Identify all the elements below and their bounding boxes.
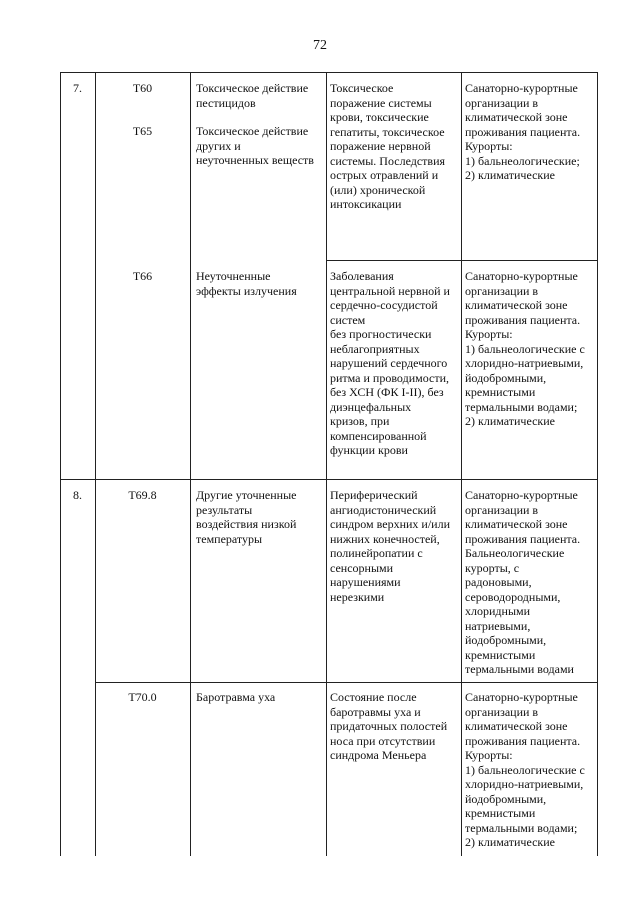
resort-text: Санаторно-курортные организации в климатической зоне проживания пациента. Курорты: 1) бальнеологические; 2) климатические: [465, 81, 581, 182]
table-border-left: [60, 72, 61, 856]
diagnosis-name: Другие уточненные результаты воздействия низкой температуры: [196, 488, 297, 546]
resort-text: Санаторно-курортные организации в климатической зоне проживания пациента. Курорты: 1) бальнеологические с хлоридно-натриевыми, йодобромными, кремнистыми термальными водами; 2) климатические: [465, 690, 585, 849]
row-number: 7.: [73, 81, 82, 95]
column-divider-indication: [461, 72, 462, 856]
diagnosis-name: Токсическое действие пестицидов: [196, 81, 309, 110]
row-divider-t698-t700: [95, 682, 598, 683]
icd-code: T60: [132, 81, 153, 95]
row-number: 8.: [73, 488, 82, 502]
icd-code: T70.0: [128, 690, 157, 704]
diagnosis-name: Неуточненные эффекты излучения: [196, 269, 297, 298]
indication-text: Состояние после баротравмы уха и придаточных полостей носа при отсутствии синдрома Меньера: [330, 690, 448, 762]
indication-text: Периферический ангиодистонический синдром верхних и/или нижних конечностей, полинейропатии с сенсорными нарушениями нерезкими: [330, 488, 450, 604]
resort-text: Санаторно-курортные организации в климатической зоне проживания пациента. Бальнеологические курорты, с радоновыми, сероводородными, хлоридными натриевыми, йодобромными, кремнистыми термальными водами: [465, 488, 581, 676]
resort-text: Санаторно-курортные организации в климатической зоне проживания пациента. Курорты: 1) бальнеологические с хлоридно-натриевыми, йодобромными, кремнистыми термальными водами; 2) климатические: [465, 269, 585, 428]
diagnosis-name: Баротравма уха: [196, 690, 276, 704]
column-divider-code: [190, 72, 191, 856]
column-divider-name: [326, 72, 327, 856]
table-border-right: [597, 72, 598, 856]
column-divider-num: [95, 72, 96, 856]
icd-code: T66: [132, 269, 153, 283]
table-border-top: [60, 72, 598, 73]
diagnosis-name: Токсическое действие других и неуточненных веществ: [196, 124, 314, 167]
indication-text: Токсическое поражение системы крови, токсические гепатиты, токсическое поражение нервной системы. Последствия острых отравлений и (или) хронической интоксикации: [330, 81, 446, 211]
page-number: 72: [313, 38, 327, 53]
icd-code: T65: [132, 124, 153, 138]
row-divider-7-8: [60, 479, 598, 480]
row-divider-t60-t66: [326, 260, 598, 261]
indication-text: Заболевания центральной нервной и сердечно-сосудистой систем без прогностически неблагоприятных нарушений сердечного ритма и проводимости, без ХСН (ФК I-II), без диэнцефальных кризов, при компенсированной функции крови: [330, 269, 450, 457]
icd-code: T69.8: [128, 488, 157, 502]
